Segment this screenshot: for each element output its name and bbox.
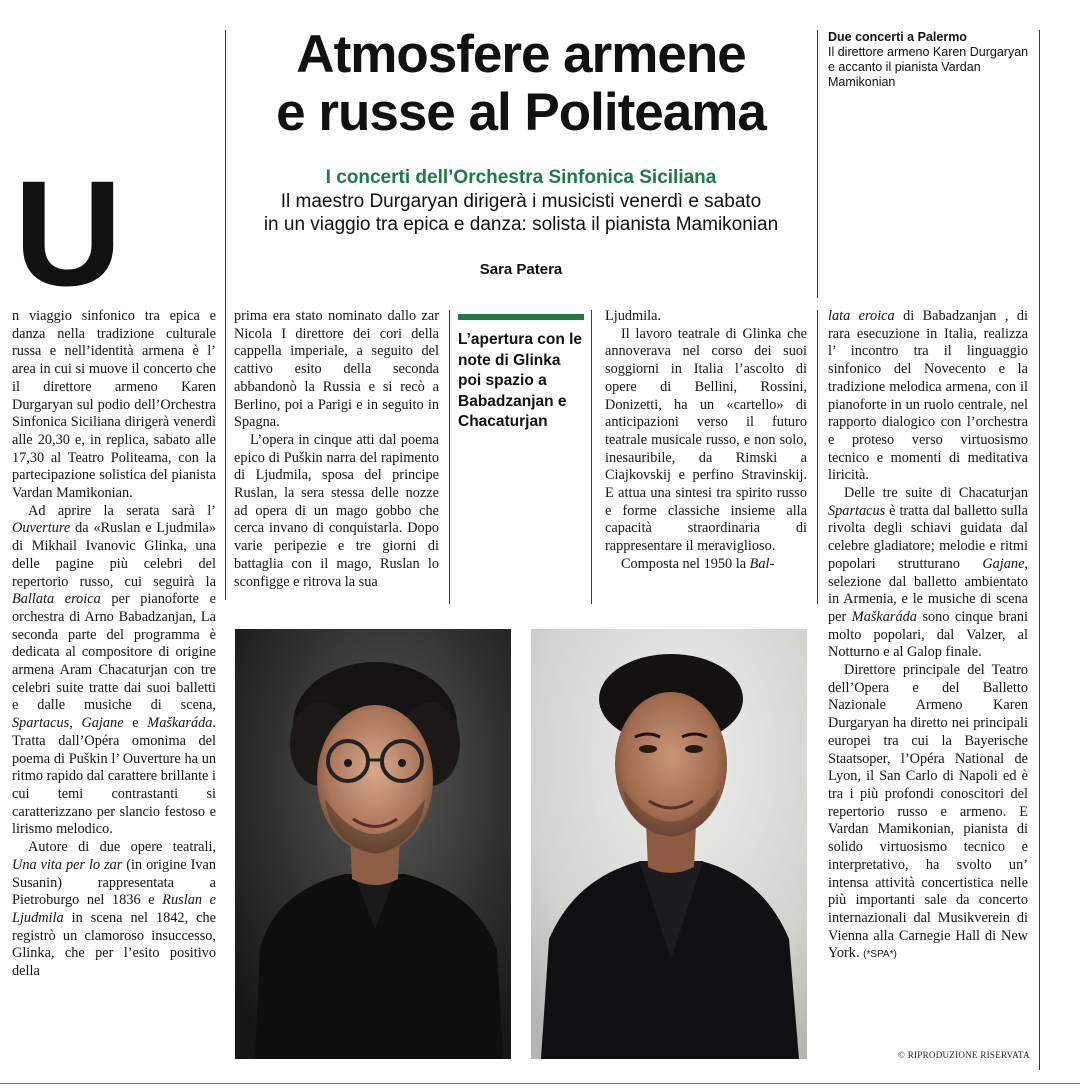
col1-p3-italic-1: Una vita per lo zar (12, 856, 123, 873)
col4-p2-text-a: Delle tre suite di Chacaturjan (844, 485, 1028, 502)
col1-p3-italic-2: Ruslan e Ljudmila (12, 892, 216, 926)
col1-paragraph-2 (12, 503, 216, 839)
caption-text: Il direttore armeno Karen Durgaryan e accanto il pianista Vardan Mamikonian (828, 45, 1029, 89)
headline (232, 26, 810, 142)
drop-cap: U (14, 149, 123, 317)
article-column-3 (605, 308, 807, 574)
photo-karen-durgaryan (235, 629, 511, 1059)
col3-paragraph-2: Il lavoro teatrale di Glinka che annoverava nel corso dei suoi soggiorni in Italia l’ascolto di opere di Bellini, Rossini, Donizetti, ha un «cartello» di anticipazioni verso il futuro teatrale musicale russo, e non solo, inesauribile, da Rimski a Ciajkovskij e perfino Stravinskij. E attua una sintesi tra spirito russo e forme classiche insieme alla capacità straordinaria di rappresentare il meraviglioso. (605, 325, 807, 555)
col1-p2-italic-4: Maškaráda (147, 715, 213, 732)
col1-p2-italic-2: Ballata eroica (12, 591, 101, 608)
col1-p3-text-a: Autore di due opere teatrali, (28, 839, 216, 856)
article-column-2 (234, 308, 439, 591)
rule-col2-col3 (449, 310, 450, 604)
pullquote: L’apertura con le note di Glinka poi spazio a Babadzanjan e Chacaturjan (458, 331, 583, 430)
col1-p3-text-b: (in origine Ivan Susanin) rappresentata a Pietroburgo nel 1836 e (12, 856, 216, 909)
col1-p2-italic-1: Ouverture (12, 520, 71, 537)
rule-bottom (0, 1083, 1080, 1084)
headline-line-2: e russe al Politeama (276, 83, 766, 142)
col4-paragraph-2 (828, 485, 1028, 662)
byline: Sara Patera (479, 261, 563, 278)
col4-p2-text-c: , selezione dal balletto ambientato in Armenia, e le musiche di scena per (828, 555, 1028, 625)
col4-paragraph-1 (828, 308, 1028, 485)
subtitle-line-2: in un viaggio tra epica e danza: solista il pianista Mamikonian (263, 214, 779, 235)
col1-p2-text-a: Ad aprire la serata sarà l’ (28, 502, 216, 519)
col1-p2-text-c: per pianoforte e orchestra di Arno Babadzanjan, La seconda parte del programma è dedicata al compositore di origine armena Aram Chacaturjan con tre celebri suite tratte dai suoi balletti e dalle musiche di scena, (12, 591, 216, 714)
col2-paragraph-2: L’opera in cinque atti dal poema epico di Puškin narra del rapimento di Ljudmila, sposa del principe Ruslan, la sera stessa delle nozze ad opera di un mago gobbo che cerca invano di conquistarla. Dopo varie peripezie e tre giorni di battaglia con il mago, Ruslan lo sconfigge e ritrova la sua (234, 431, 439, 590)
rule-col3-col4 (591, 310, 592, 604)
col4-p2-text-b: è tratta dal balletto sulla rivolta degli schiavi guidata dal celebre gladiatore; melodie e ritmi popolari strutturano (828, 502, 1028, 572)
col1-paragraph-3 (12, 839, 216, 981)
rule-left-header (225, 30, 226, 600)
pullquote-accent-bar (458, 314, 584, 320)
subtitle-line-1: Il maestro Durgaryan dirigerà i musicisti venerdì e sabato (280, 191, 762, 212)
col4-p2-italic-1: Spartacus (828, 502, 886, 519)
col4-p1-italic: lata eroica (828, 308, 895, 324)
col4-paragraph-3 (828, 662, 1028, 964)
subtitle (228, 190, 814, 236)
col4-p2-italic-3: Maškaráda (851, 608, 917, 625)
col4-p2-text-d: sono cinque brani molto popolari, dal Valzer, al Notturno e al Galop finale. (828, 608, 1028, 661)
col4-p1-text: di Babadzanjan , di rara esecuzione in Italia, realizza l’ incontro tra il linguaggio sinfonico del Novecento e la tradizione melodica armena, con il pianoforte in un ruolo centrale, nel rapporto dialogico con l’orchestra e proteso verso virtuosismo tecnico e momenti di meditativa liricità. (828, 308, 1028, 484)
photo-caption (828, 30, 1038, 90)
col1-p2-text-b: da «Ruslan e Ljudmila» di Mikhail Ivanovic Glinka, una delle pagine più celebri del repertorio russo, cui seguirà la (12, 520, 216, 590)
col1-p2-text-e: . Tratta dall’Opéra omonima del poema di Puškin l’ Ouverture ha un ritmo rapido dal carattere brillante i cui temi contrastanti si caratterizzano per slancio festoso e lirismo melodico. (12, 715, 216, 838)
col1-p2-text-d: e (123, 715, 148, 732)
article-column-1 (12, 308, 216, 981)
author-signature: (*SPA*) (863, 949, 897, 961)
col4-p2-italic-2: Gajane (982, 555, 1025, 572)
col3-paragraph-3 (605, 556, 807, 574)
photo-vardan-mamikonian (531, 629, 807, 1059)
rule-right-header (817, 30, 818, 298)
rule-far-right (1039, 30, 1040, 1070)
col1-paragraph-1: n viaggio sinfonico tra epica e danza nella tradizione culturale russa e nell’identità armena è l’ area in cui si muove il concerto che il direttore armeno Karen Durgaryan sul podio dell’Orchestra Sinfonica Siciliana dirigerà venerdì alle 20,30 e, in replica, sabato alle 17,30 al Teatro Politeama, con la partecipazione solistica del pianista Vardan Mamikonian. (12, 308, 216, 502)
col3-p3-text: Composta nel 1950 la (621, 555, 750, 572)
col3-p3-italic: Bal- (749, 555, 775, 572)
col4-p3-text: Direttore principale del Teatro dell’Opera e del Balletto Nazionale Armeno Karen Durgaryan ha diretto nei principali europei tra cui la Bayerische Staatsoper, l’Opéra National de Lyon, il San Carlo di Napoli ed è tra i più profondi conoscitori del repertorio russo e armeno. E Vardan Mamikonian, pianista di solido virtuosismo tecnico e interpretativo, ha svolto un’ intensa attività concertistica nelle più importanti sale da concerto internazionali dal Musikverein di Vienna alla Carnegie Hall di New York. (828, 662, 1028, 962)
headline-line-1: Atmosfere armene (296, 25, 746, 84)
photo-vardan-mamikonian-image (531, 629, 807, 1059)
kicker: I concerti dell’Orchestra Sinfonica Siciliana (325, 167, 717, 188)
article-column-4 (828, 308, 1028, 964)
copyright-notice: © RIPRODUZIONE RISERVATA (898, 1050, 1030, 1060)
rule-col4-right (817, 310, 818, 604)
col3-paragraph-1: Ljudmila. (605, 308, 661, 324)
caption-title: Due concerti a Palermo (828, 30, 967, 44)
col2-paragraph-1: prima era stato nominato dallo zar Nicola I direttore dei cori della cappella imperiale, a seguito del cattivo esito della seconda abbandonò la Russia e si recò a Berlino, poi a Parigi e in seguito in Spagna. (234, 308, 439, 431)
col1-p2-italic-3: Spartacus, Gajane (12, 715, 124, 732)
col1-p3-text-c: in scena nel 1842, che registrò un clamoroso insuccesso, Glinka, che per l’esito positivo della (12, 909, 216, 980)
photo-karen-durgaryan-image (235, 629, 511, 1059)
